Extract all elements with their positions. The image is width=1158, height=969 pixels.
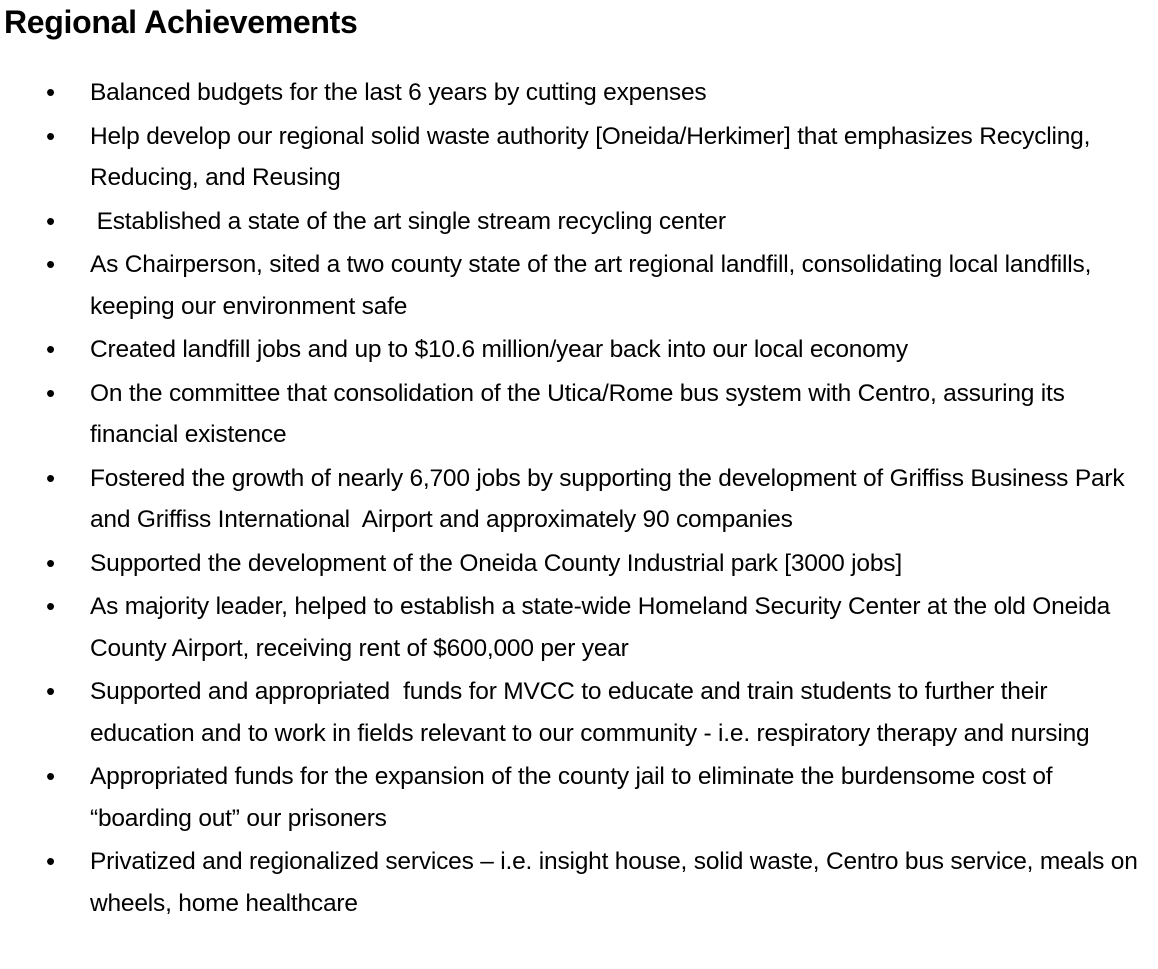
list-item [0, 458, 1158, 541]
list-item [0, 586, 1158, 669]
list-item [0, 841, 1158, 924]
list-item [0, 543, 1158, 585]
list-item-text: Created landfill jobs and up to $10.6 million/year back into our local economy [90, 336, 908, 363]
bullet-icon: • [46, 377, 55, 408]
bullet-icon: • [46, 547, 55, 578]
bullet-icon: • [46, 462, 55, 493]
list-item [0, 201, 1158, 243]
page-title: Regional Achievements [4, 4, 358, 40]
list-item [0, 373, 1158, 456]
bullet-icon: • [46, 676, 55, 706]
bullet-icon: • [46, 249, 55, 279]
list-item-text: Supported and appropriated funds for MVCC to educate and train students to further their education and to work in fields relevant to our community - i.e. respiratory therapy and nursing [90, 678, 1090, 747]
list-item [0, 116, 1158, 199]
bullet-icon: • [46, 591, 55, 621]
list-item-text: On the committee that consolidation of the Utica/Rome bus system with Centro, assuring its financial existence [90, 379, 1072, 448]
list-item [0, 72, 1158, 114]
list-item-text: Appropriated funds for the expansion of the county jail to eliminate the burdensome cost of “boarding out” our prisoners [90, 763, 1060, 832]
document-page [0, 2, 1158, 969]
list-item-text: As Chairperson, sited a two county state of the art regional landfill, consolidating local landfills, keeping our environment safe [90, 251, 1098, 320]
list-item-text: Balanced budgets for the last 6 years by cutting expenses [90, 79, 707, 106]
bullet-icon: • [46, 846, 55, 876]
list-item-text: Help develop our regional solid waste authority [Oneida/Herkimer] that emphasizes Recycling, Reducing, and Reusing [90, 122, 1097, 191]
list-item-text: Fostered the growth of nearly 6,700 jobs by supporting the development of Griffiss Business Park and Griffiss International Airport and approximately 90 companies [90, 464, 1132, 533]
list-item [0, 671, 1158, 754]
list-item [0, 244, 1158, 327]
list-item-text: As majority leader, helped to establish a state-wide Homeland Security Center at the old Oneida County Airport, receiving rent of $600,000 per year [90, 593, 1117, 662]
bullet-icon: • [46, 205, 55, 236]
list-item [0, 329, 1158, 371]
achievements-list [0, 72, 1158, 924]
list-item [0, 756, 1158, 839]
bullet-icon: • [46, 77, 55, 107]
list-item-text: Privatized and regionalized services – i.e. insight house, solid waste, Centro bus service, meals on wheels, home healthcare [90, 848, 1145, 917]
list-item-text: Established a state of the art single stream recycling center [90, 207, 726, 235]
bullet-icon: • [46, 120, 55, 151]
bullet-icon: • [46, 334, 55, 364]
bullet-icon: • [46, 761, 55, 791]
list-item-text: Supported the development of the Oneida County Industrial park [3000 jobs] [90, 549, 902, 577]
